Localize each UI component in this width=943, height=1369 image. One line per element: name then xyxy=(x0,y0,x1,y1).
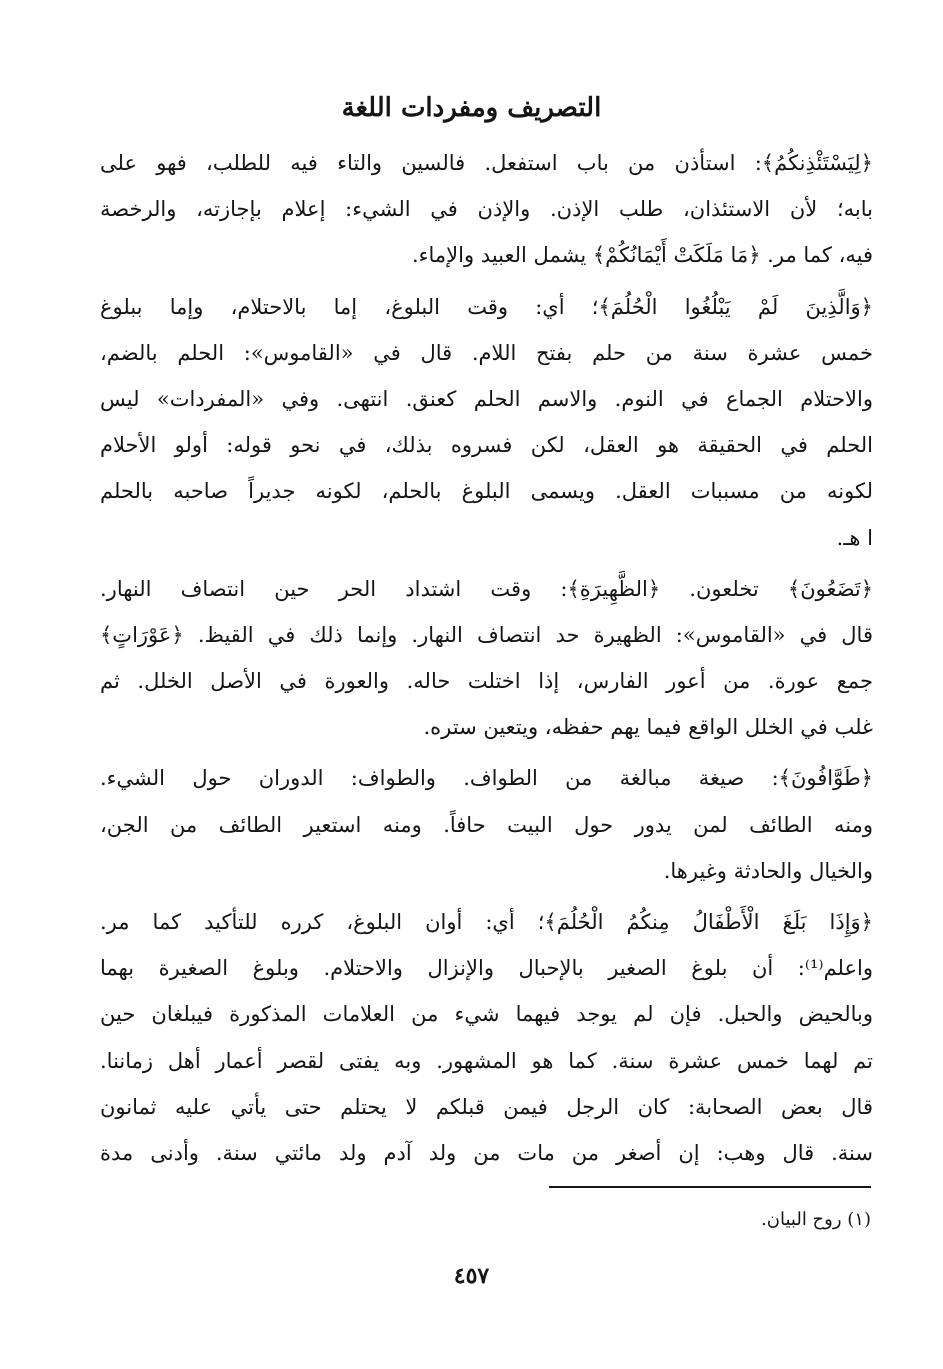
text-line: لكونه من مسببات العقل. ويسمى البلوغ بالحلم، لكونه جديراً صاحبه بالحلم xyxy=(100,479,873,504)
text-line: ﴿طَوَّافُونَ﴾: صيغة مبالغة من الطواف. والطواف: الدوران حول الشيء. xyxy=(100,766,873,791)
text-line: ا هـ. xyxy=(836,525,873,550)
text-line: غلب في الخلل الواقع فيما يهم حفظه، ويتعين ستره. xyxy=(423,715,873,740)
text-line: واعلم⁽¹⁾: أن بلوغ الصغير بالإحبال والإنزال والاحتلام. وبلوغ الصغيرة بهما xyxy=(100,956,873,981)
main-text xyxy=(100,140,873,1176)
text-line: خمس عشرة سنة من حلم بفتح اللام. قال في «القاموس»: الحلم بالضم، xyxy=(100,340,873,365)
text-line: والاحتلام الجماع في النوم. والاسم الحلم كعنق. انتهى. وفي «المفردات» ليس xyxy=(100,386,873,411)
page-number: ٤٥٧ xyxy=(453,1263,490,1289)
text-line: قال في «القاموس»: الظهيرة حد انتصاف النهار. وإنما ذلك في القيظ. ﴿عَوْرَاتٍ﴾ xyxy=(100,622,873,647)
paragraph xyxy=(100,899,873,1176)
text-line: ومنه الطائف لمن يدور حول البيت حافاً. ومنه استعير الطائف من الجن، xyxy=(100,812,873,837)
text-line: فيه، كما مر. ﴿مَا مَلَكَتْ أَيْمَانُكُمْ﴾ يشمل العبيد والإماء. xyxy=(411,243,873,268)
paragraph xyxy=(100,566,873,751)
text-line: سنة. قال وهب: إن أصغر من مات من ولد آدم ولد مائتي سنة. وأدنى مدة xyxy=(100,1140,873,1165)
footnote: (١) روح البيان. xyxy=(761,1209,871,1230)
text-line: قال بعض الصحابة: كان الرجل فيمن قبلكم لا يحتلم حتى يأتي عليه ثمانون xyxy=(100,1094,873,1119)
footnote-divider xyxy=(549,1186,871,1188)
paragraph xyxy=(100,284,873,561)
text-line: ﴿لِيَسْتَئْذِنكُمُ﴾: استأذن من باب استفعل. فالسين والتاء فيه للطلب، فهو على xyxy=(100,151,873,175)
text-line: ﴿وَالَّذِينَ لَمْ يَبْلُغُوا الْحُلُمَ﴾؛ أي: وقت البلوغ، إما بالاحتلام، وإما ببلوغ xyxy=(100,294,873,319)
text-line: تم لهما خمس عشرة سنة. كما هو المشهور. وبه يفتى لقصر أعمار أهل زماننا. xyxy=(100,1048,873,1073)
page-title: التصريف ومفردات اللغة xyxy=(341,93,602,123)
text-line: والخيال والحادثة وغيرها. xyxy=(663,858,873,883)
text-line: وبالحيض والحبل. فإن لم يوجد فيهما شيء من العلامات المذكورة فيبلغان حين xyxy=(100,1002,873,1027)
text-line: الحلم في الحقيقة هو العقل، لكن فسروه بذلك، في نحو قوله: أولو الأحلام xyxy=(100,433,873,458)
paragraph xyxy=(100,140,873,279)
paragraph xyxy=(100,755,873,894)
text-line: ﴿تَضَعُونَ﴾ تخلعون. ﴿الظَّهِيرَةِ﴾: وقت اشتداد الحر حين انتصاف النهار. xyxy=(100,576,873,601)
text-line: بابه؛ لأن الاستئذان، طلب الإذن. والإذن في الشيء: إعلام بإجازته، والرخصة xyxy=(100,197,873,222)
text-line: جمع عورة. من أعور الفارس، إذا اختلت حاله. والعورة في الأصل الخلل. ثم xyxy=(100,669,873,694)
text-line: ﴿وَإِذَا بَلَغَ الْأَطْفَالُ مِنكُمُ الْحُلُمَ﴾؛ أي: أوان البلوغ، كرره للتأكيد كما مر. xyxy=(100,910,873,934)
